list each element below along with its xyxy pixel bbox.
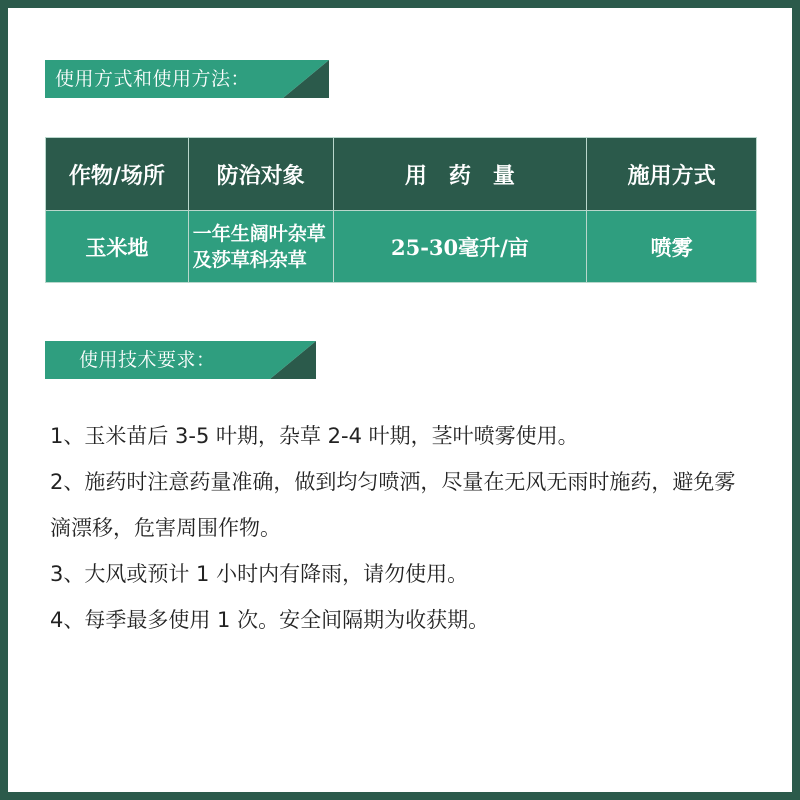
list-item: 4、每季最多使用 1 次。安全间隔期为收获期。: [50, 608, 490, 632]
header-target: 防治对象: [188, 138, 333, 211]
header-crop: 作物/场所: [46, 138, 189, 211]
cell-crop: 玉米地: [46, 211, 189, 283]
cell-target-line2: 及莎草科杂草: [192, 248, 307, 271]
table-row: [46, 211, 757, 283]
heading-arrow-tip: [270, 341, 316, 379]
section-heading-usage: [45, 60, 283, 98]
list-item: 3、大风或预计 1 小时内有降雨，请勿使用。: [50, 562, 469, 586]
header-dosage: 用 药 量: [333, 138, 587, 211]
list-item: 2、施药时注意药量准确，做到均匀喷洒，尽量在无风无雨时施药，避免雾滴漂移，危害周围作物。: [50, 470, 736, 540]
heading-arrow-tip: [283, 60, 329, 98]
cell-method: 喷雾: [587, 211, 757, 283]
header-method: 施用方式: [587, 138, 757, 211]
requirements-list: [50, 413, 750, 643]
cell-target-line1: 一年生阔叶杂草: [192, 222, 326, 245]
list-item: 1、玉米苗后 3-5 叶期，杂草 2-4 叶期，茎叶喷雾使用。: [50, 424, 579, 448]
table-header-row: [46, 138, 757, 211]
cell-dosage: 25-30毫升/亩: [333, 211, 587, 283]
usage-table: [45, 137, 757, 283]
cell-target: [188, 211, 333, 283]
section-heading-usage-text: 使用方式和使用方法：: [55, 68, 251, 90]
section-heading-tech-text: 使用技术要求：: [79, 349, 216, 371]
section-heading-tech: [45, 341, 270, 379]
